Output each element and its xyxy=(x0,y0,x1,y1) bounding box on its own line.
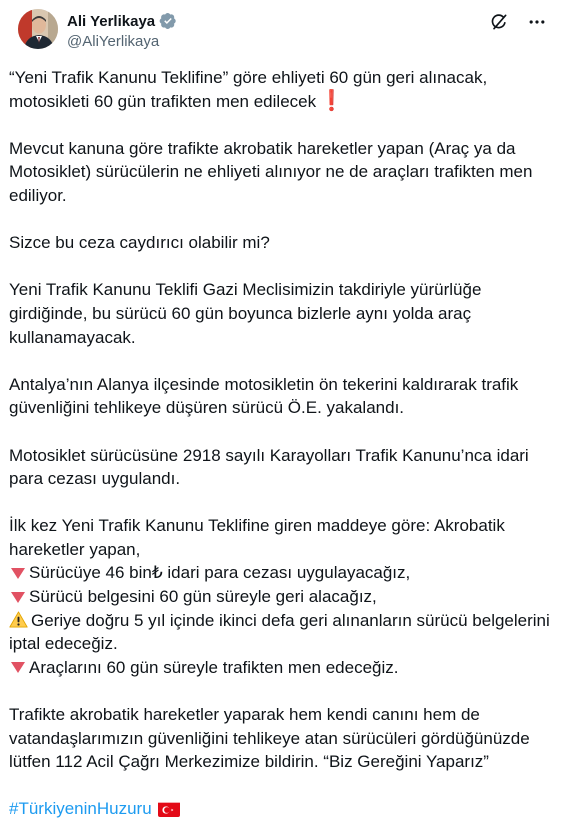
text-line: “Yeni Trafik Kanunu Teklifine” göre ehliyeti 60 gün geri alınacak, xyxy=(9,68,488,87)
red-triangle-down-icon xyxy=(11,592,25,603)
author-block xyxy=(67,11,177,50)
exclamation-icon: ❗ xyxy=(319,89,345,112)
text-line: lütfen 112 Acil Çağrı Merkezimize bildirin. “Biz Gereğini Yaparız” xyxy=(9,752,489,772)
top-actions xyxy=(489,12,547,32)
paragraph-5 xyxy=(9,373,565,420)
text-segment: motosikleti 60 gün trafikten men edilecek xyxy=(9,91,317,111)
text-line: Yeni Trafik Kanunu Teklifi Gazi Meclisimizin takdiriyle yürürlüğe xyxy=(9,280,482,300)
post-text xyxy=(9,66,565,821)
display-name[interactable]: Ali Yerlikaya xyxy=(67,12,156,30)
text-line: Mevcut kanuna göre trafikte akrobatik hareketler yapan (Araç ya da xyxy=(9,138,516,158)
bullet-line xyxy=(9,585,565,609)
text-line: Motosiklet sürücüsüne 2918 sayılı Karayolları Trafik Kanunu’nca idari xyxy=(9,445,529,465)
text-line: Antalya’nın Alanya ilçesinde motosikletin ön tekerini kaldırarak trafik xyxy=(9,374,519,394)
text-line: Sizce bu ceza caydırıcı olabilir mi? xyxy=(9,233,270,253)
text-line: Trafikte akrobatik hareketler yaparak hem kendi canını hem de xyxy=(9,705,480,725)
grok-icon[interactable] xyxy=(489,12,509,32)
text-line: güvenliğini tehlikeye düşüren sürücü Ö.E. yakalandı. xyxy=(9,398,405,418)
text-line: girdiğinde, bu sürücü 60 gün boyunca bizlerle aynı yolda araç xyxy=(9,303,472,323)
text-line: hareketler yapan, xyxy=(9,539,141,559)
bullet-line xyxy=(9,656,565,680)
hashtag-row xyxy=(9,797,565,821)
paragraph-6 xyxy=(9,444,565,491)
bullet-text: Sürücüye 46 bin₺ idari para cezası uygulayacağız, xyxy=(29,563,411,583)
hashtag-line xyxy=(9,797,565,821)
bullet-line xyxy=(9,609,565,633)
handle[interactable]: @AliYerlikaya xyxy=(67,33,160,50)
name-row xyxy=(67,11,177,31)
red-triangle-down-icon xyxy=(11,662,25,673)
flag-turkey-icon xyxy=(158,801,180,817)
paragraph-7 xyxy=(9,514,565,679)
bullet-line xyxy=(9,561,565,585)
more-icon[interactable] xyxy=(527,12,547,32)
bullet-text: Geriye doğru 5 yıl içinde ikinci defa geri alınanların sürücü belgelerini xyxy=(31,610,550,630)
paragraph-1 xyxy=(9,66,565,113)
paragraph-8 xyxy=(9,703,565,774)
text-line: Motosiklet) sürücülerin ne ehliyeti alınıyor ne de araçları trafikten men xyxy=(9,162,533,182)
hashtag-link[interactable]: #TürkiyeninHuzuru xyxy=(9,799,152,819)
red-triangle-down-icon xyxy=(11,568,25,579)
text-line: vatandaşlarımızın güvenliğini tehlikeye atan sürücüleri gördüğünüzde xyxy=(9,728,530,748)
avatar-image xyxy=(18,9,58,49)
bullet-text: Sürücü belgesini 60 gün süreyle geri alacağız, xyxy=(29,587,377,607)
text-line: İlk kez Yeni Trafik Kanunu Teklifine giren maddeye göre: Akrobatik xyxy=(9,516,505,536)
warning-icon xyxy=(9,611,28,628)
paragraph-4 xyxy=(9,278,565,349)
bullet-text: Araçlarını 60 gün süreyle trafikten men edeceğiz. xyxy=(29,657,399,677)
text-line: kullanamayacak. xyxy=(9,327,136,347)
post-header xyxy=(10,0,567,60)
bullet-continuation: iptal edeceğiz. xyxy=(9,634,118,654)
paragraph-3 xyxy=(9,231,565,255)
text-line: ediliyor. xyxy=(9,185,67,205)
paragraph-2 xyxy=(9,137,565,208)
avatar[interactable] xyxy=(18,9,58,49)
text-line: para cezası uygulandı. xyxy=(9,469,181,489)
text-line xyxy=(9,90,565,114)
verified-badge-icon xyxy=(159,12,177,30)
